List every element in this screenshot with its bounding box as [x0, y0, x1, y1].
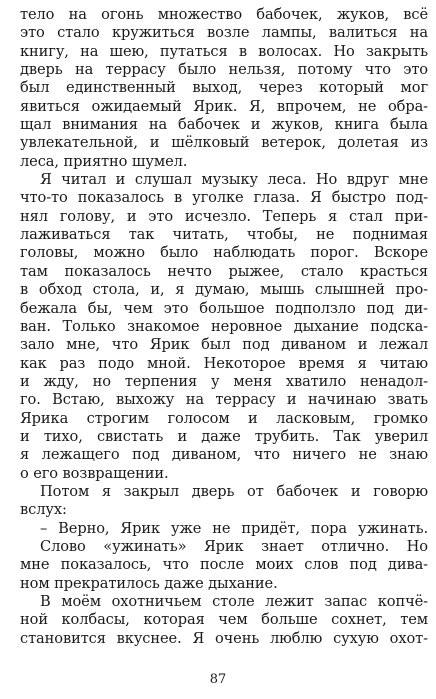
text-line: я лежащего под диваном, что ничего не знаю	[20, 446, 428, 464]
text-line: Ярика строгим голосом и ласковым, громко	[20, 409, 428, 427]
text-line: книгу, на шею, путаться в волосах. Но закрыть	[20, 42, 428, 60]
text-line: ном прекратилось даже дыхание.	[20, 574, 278, 592]
text-line: лаживаться так читать, чтобы, не поднимая	[20, 226, 428, 244]
text-line: о его возвращении.	[20, 464, 169, 482]
text-line: Я читал и слушал музыку леса. Но вдруг мне	[40, 171, 428, 189]
text-line: бежала бы, чем это большое подползло под ди-	[20, 299, 428, 317]
text-line: увлекательной, и шёлковый ветерок, долетая из	[20, 134, 428, 152]
text-line: зало мне, что Ярик был под диваном и лежал	[20, 336, 428, 354]
text-line: как раз подо мной. Некоторое время я читаю	[20, 354, 428, 372]
text-line: мне показалось, что после моих слов под дива-	[20, 556, 428, 574]
text-line: Потом я закрыл дверь от бабочек и говорю	[40, 482, 428, 500]
page-body-text	[20, 6, 428, 648]
page-number: 87	[209, 672, 227, 687]
text-line: леса, приятно шумел.	[20, 152, 188, 170]
text-line: что-то показалось в уголке глаза. Я быстро под-	[20, 189, 428, 207]
text-line: – Верно, Ярик уже не придёт, пора ужинать.	[40, 519, 428, 537]
text-line: и жду, но терпения у меня хватило ненадол-	[20, 372, 428, 390]
text-line: и тихо, свистать и даже трубить. Так уверил	[20, 427, 428, 445]
text-line: явиться ожидаемый Ярик. Я, впрочем, не обра-	[20, 97, 428, 115]
text-line: тело на огонь множество бабочек, жуков, всё	[20, 6, 428, 23]
text-line: головы, можно было наблюдать порог. Вскоре	[20, 244, 428, 262]
text-line: В моём охотничьем столе лежит запас копчё-	[40, 593, 428, 610]
text-line: в обход стола, и, я думаю, мышь слышней про-	[20, 281, 428, 299]
text-line: вслух:	[20, 501, 67, 519]
text-line: был единственный выход, через который мог	[20, 79, 428, 97]
text-line: становится вкуснее. Я очень люблю сухую охот-	[20, 629, 428, 647]
text-line: ной колбасы, которая чем больше сохнет, тем	[20, 611, 428, 629]
text-line: нял голову, и это исчезло. Теперь я стал при-	[20, 207, 428, 225]
text-line: ван. Только знакомое неровное дыхание подска-	[20, 317, 428, 335]
text-line: щал внимания на бабочек и жуков, книга была	[20, 116, 428, 134]
text-line: го. Встаю, выхожу на террасу и начинаю звать	[20, 391, 428, 409]
text-line: там показалось нечто рыжее, стало красться	[20, 262, 428, 280]
text-line: дверь на террасу было нельзя, потому что это	[20, 61, 428, 79]
text-line: Слово «ужинать» Ярик знает отлично. Но	[40, 537, 428, 555]
text-line: это стало кружиться возле лампы, валиться на	[20, 24, 428, 42]
